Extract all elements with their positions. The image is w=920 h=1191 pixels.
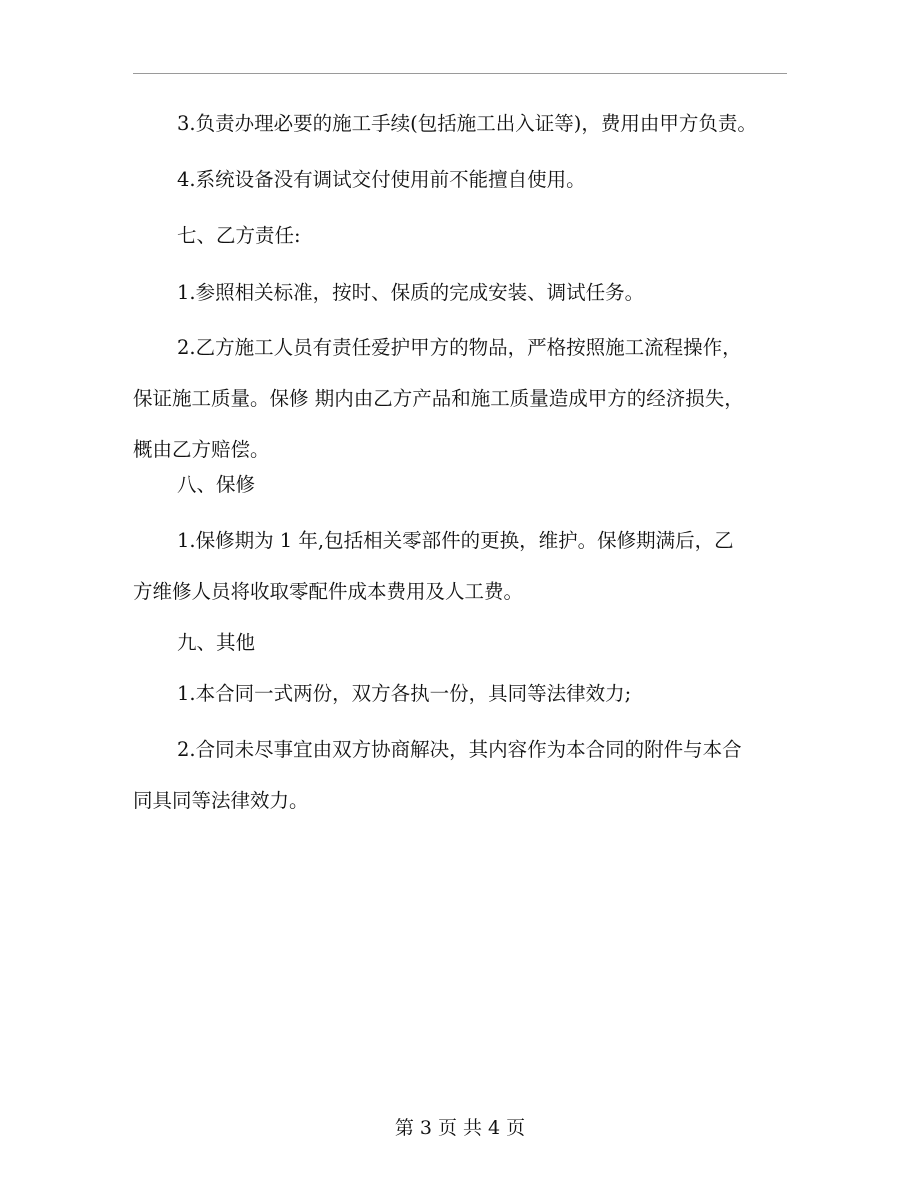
paragraph-clause-6-4 [133,154,793,205]
paragraph-clause-8-1 [133,515,793,617]
paragraph-line: 方维修人员将收取零配件成本费用及人工费。 [133,580,524,603]
section-heading: 八、保修 [177,473,256,496]
paragraph-clause-6-3 [133,98,793,149]
section-heading: 九、其他 [177,631,256,654]
header-rule [133,73,787,74]
paragraph-clause-9-2 [133,724,793,826]
paragraph-line: 保证施工质量。保修 期内由乙方产品和施工质量造成甲方的经济损失， [133,387,744,410]
paragraph-clause-7-1 [133,267,793,318]
paragraph-clause-7-2 [133,322,793,475]
paragraph-line: 1.本合同一式两份，双方各执一份，具同等法律效力; [177,682,632,705]
section-heading: 七、乙方责任: [177,224,301,247]
section-heading-party-b [133,210,793,261]
paragraph-line: 2.乙方施工人员有责任爱护甲方的物品，严格按照施工流程操作， [177,336,742,359]
paragraph-line: 3.负责办理必要的施工手续(包括施工出入证等)，费用由甲方负责。 [177,112,757,135]
paragraph-line: 1.参照相关标准，按时、保质的完成安装、调试任务。 [177,281,645,304]
paragraph-line: 概由乙方赔偿。 [133,438,270,461]
paragraph-clause-9-1 [133,668,793,719]
section-heading-warranty [133,459,793,510]
section-heading-other [133,617,793,668]
paragraph-line: 1.保修期为 1 年,包括相关零部件的更换，维护。保修期满后，乙 [177,529,734,552]
page-number: 第 3 页 共 4 页 [394,1117,526,1139]
paragraph-line: 同具同等法律效力。 [133,789,309,812]
paragraph-line: 2.合同未尽事宜由双方协商解决，其内容作为本合同的附件与本合 [177,738,742,761]
paragraph-line: 4.系统设备没有调试交付使用前不能擅自使用。 [177,168,586,191]
